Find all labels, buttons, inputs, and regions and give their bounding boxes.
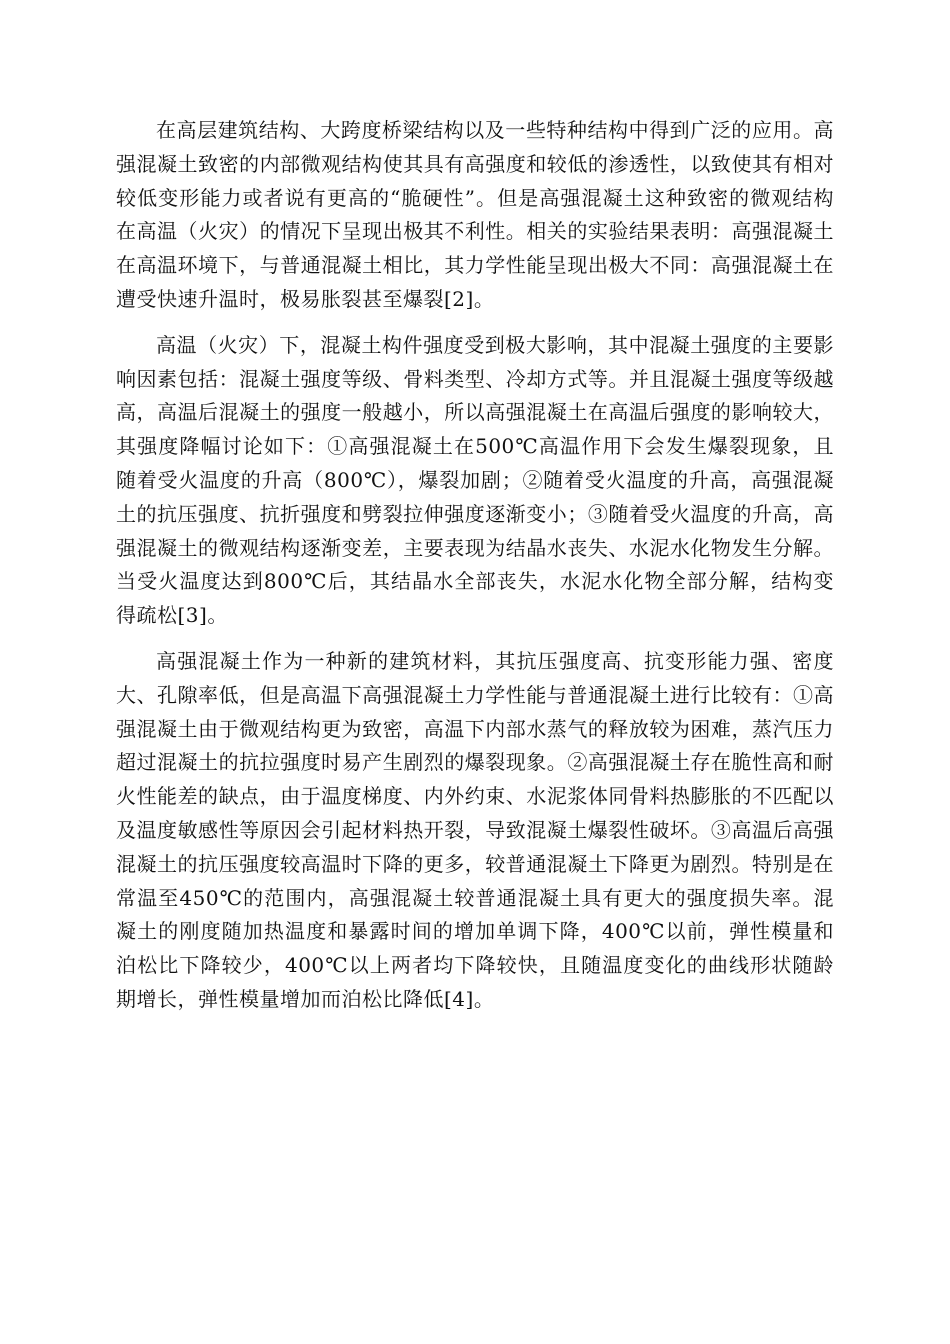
paragraph-3: 高强混凝土作为一种新的建筑材料，其抗压强度高、抗变形能力强、密度大、孔隙率低，但是高温下高强混凝土力学性能与普通混凝土进行比较有：①高强混凝土由于微观结构更为致密，高温下内部水蒸气的释放较为困难，蒸汽压力超过混凝土的抗拉强度时易产生剧烈的爆裂现象。②高强混凝土存在脆性高和耐火性能差的缺点，由于温度梯度、内外约束、水泥浆体同骨料热膨胀的不匹配以及温度敏感性等原因会引起材料热开裂，导致混凝土爆裂性破坏。③高温后高强混凝土的抗压强度较高温时下降的更多，较普通混凝土下降更为剧烈。特别是在常温至450℃的范围内，高强混凝土较普通混凝土具有更大的强度损失率。混凝土的刚度随加热温度和暴露时间的增加单调下降，400℃以前，弹性模量和泊松比下降较少，400℃以上两者均下降较快，且随温度变化的曲线形状随龄期增长，弹性模量增加而泊松比降低[4]。 [116,648,834,1011]
paragraph-1: 在高层建筑结构、大跨度桥梁结构以及一些特种结构中得到广泛的应用。高强混凝土致密的内部微观结构使其具有高强度和较低的渗透性，以致使其有相对较低变形能力或者说有更高的“脆硬性”。但是高强混凝土这种致密的微观结构在高温（火灾）的情况下呈现出极其不利性。相关的实验结果表明：高强混凝土在高温环境下，与普通混凝土相比，其力学性能呈现出极大不同：高强混凝土在遭受快速升温时，极易胀裂甚至爆裂[2]。 [116,118,834,311]
document-body [116,114,834,1017]
paragraph-2: 高温（火灾）下，混凝土构件强度受到极大影响，其中混凝土强度的主要影响因素包括：混凝土强度等级、骨料类型、冷却方式等。并且混凝土强度等级越高，高温后混凝土的强度一般越小，所以高强混凝土在高温后强度的影响较大，其强度降幅讨论如下：①高强混凝土在500℃高温作用下会发生爆裂现象，且随着受火温度的升高（800℃），爆裂加剧；②随着受火温度的升高，高强混凝土的抗压强度、抗折强度和劈裂拉伸强度逐渐变小；③随着受火温度的升高，高强混凝土的微观结构逐渐变差，主要表现为结晶水丧失、水泥水化物发生分解。当受火温度达到800℃后，其结晶水全部丧失，水泥水化物全部分解，结构变得疏松[3]。 [116,332,834,628]
